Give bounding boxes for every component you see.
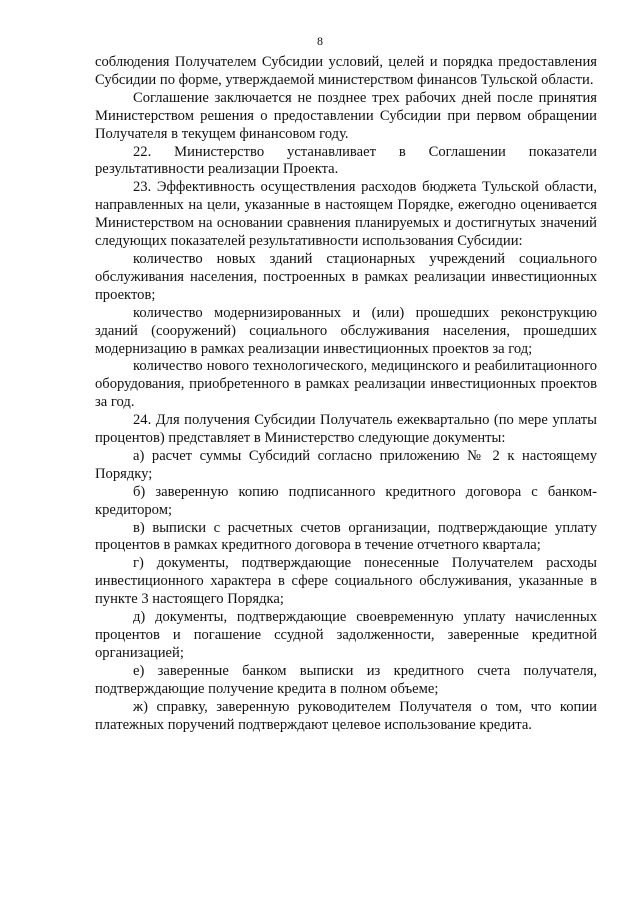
paragraph-24: 24. Для получения Субсидии Получатель ежеквартально (по мере уплаты процентов) представляет в Министерство следующие документы:: [95, 412, 597, 447]
list-item-e: е) заверенные банком выписки из кредитного счета получателя, подтверждающие получение кредита в полном объеме;: [95, 662, 597, 697]
list-item-v: в) выписки с расчетных счетов организации, подтверждающие уплату процентов в рамках кредитного договора в течение отчетного квартала;: [95, 519, 597, 554]
list-item-a: а) расчет суммы Субсидий согласно приложению № 2 к настоящему Порядку;: [95, 447, 597, 482]
indicator-equipment: количество нового технологического, медицинского и реабилитационного оборудования, приобретенного в рамках реализации инвестиционных проектов за год.: [95, 358, 597, 411]
indicator-modernized-buildings: количество модернизированных и (или) прошедших реконструкцию зданий (сооружений) социального обслуживания населения, прошедших модернизацию в рамках реализации инвестиционных проектов за год;: [95, 304, 597, 357]
list-item-zh: ж) справку, заверенную руководителем Получателя о том, что копии платежных поручений подтверждают целевое использование кредита.: [95, 698, 597, 733]
list-item-g: г) документы, подтверждающие понесенные Получателем расходы инвестиционного характера в сфере социального обслуживания, указанные в пункте 3 настоящего Порядка;: [95, 555, 597, 608]
paragraph-agreement-term: Соглашение заключается не позднее трех рабочих дней после принятия Министерством решения о предоставлении Субсидии при первом обращении Получателя в текущем финансовом году.: [95, 89, 597, 142]
list-item-b: б) заверенную копию подписанного кредитного договора с банком-кредитором;: [95, 483, 597, 518]
paragraph-22: 22. Министерство устанавливает в Соглашении показатели результативности реализации Проекта.: [95, 143, 597, 178]
paragraph-23: 23. Эффективность осуществления расходов бюджета Тульской области, направленных на цели, указанные в настоящем Порядке, ежегодно оценивается Министерством на основании сравнения планируемых и достигнутых значений следующих показателей результативности использования Субсидии:: [95, 179, 597, 250]
list-item-d: д) документы, подтверждающие своевременную уплату начисленных процентов и погашение ссудной задолженности, заверенные кредитной организацией;: [95, 609, 597, 661]
indicator-new-buildings: количество новых зданий стационарных учреждений социального обслуживания населения, построенных в рамках реализации инвестиционных проектов;: [95, 250, 597, 303]
document-body: [95, 54, 597, 734]
paragraph-continuation: соблюдения Получателем Субсидии условий, целей и порядка предоставления Субсидии по форме, утверждаемой министерством финансов Тульской области.: [95, 54, 597, 88]
page-number: 8: [317, 34, 323, 48]
